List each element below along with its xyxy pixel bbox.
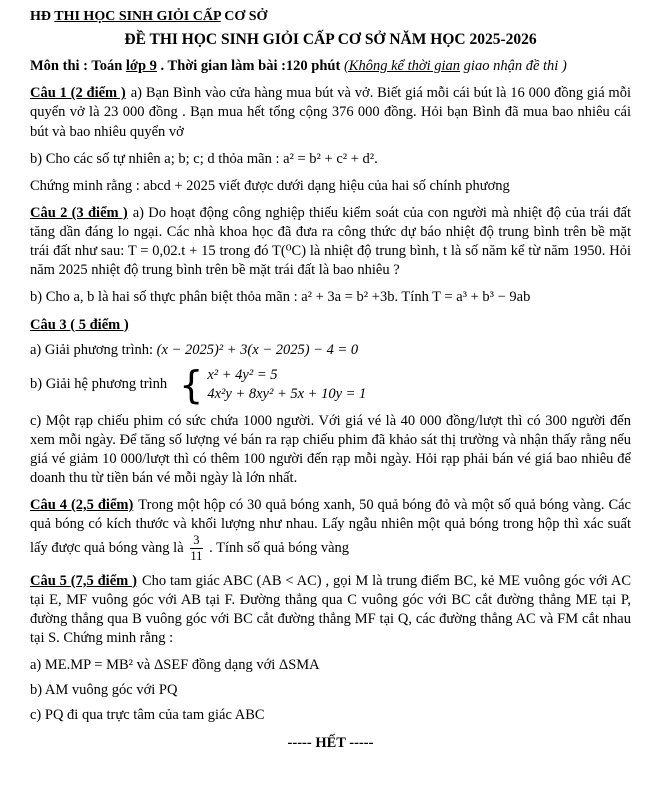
cau5-intro-paragraph <box>30 572 631 649</box>
system-brace-symbol: { <box>179 362 204 407</box>
cau3-label-paragraph <box>30 316 631 335</box>
cau3-part-a <box>30 341 631 360</box>
cau5-part-c: c) PQ đi qua trực tâm của tam giác ABC <box>30 707 265 724</box>
fraction-numerator: 3 <box>190 534 202 549</box>
cau2-intro-paragraph <box>30 204 631 281</box>
probability-fraction <box>190 534 202 563</box>
cau1-label: Câu 1 (2 điểm ) <box>30 85 126 102</box>
equation-system <box>207 366 366 404</box>
header-line <box>30 8 631 26</box>
cau5-intro-text: Cho tam giác ABC (AB < AC) , gọi M là trung điểm BC, kẻ ME vuông góc với AC tại E, MF vuông góc với AB tại F. Đường thẳng qua C vuông góc với BC cắt đường thẳng ME tại P, đường thẳng qua B vuông góc với BC cắt đường thẳng MF tại Q, các đường thẳng AC và FM cắt nhau tại S. Chứng minh rằng : <box>30 572 631 646</box>
cau3-a-prefix: a) Giải phương trình: <box>30 341 157 358</box>
cau1-intro-paragraph <box>30 84 631 141</box>
cau4-paragraph <box>30 496 631 564</box>
subject-bold-underlined: lớp 9 <box>125 57 157 74</box>
subject-bold-post: . Thời gian làm bài :120 phút <box>156 57 344 74</box>
cau5-part-b: b) AM vuông góc với PQ <box>30 682 178 699</box>
subject-bold-pre: Môn thi : Toán <box>30 57 126 74</box>
cau2-part-a: a) Do hoạt động công nghiệp thiếu kiểm soát của con người mà nhiệt độ của trái đất tăng dần đáng lo ngại. Các nhà khoa học đã đưa ra công thức dự báo nhiệt độ trung bình trên bề mặt trái đất như sau: T = 0,02.t + 15 trong đó T(⁰C) là nhiệt độ trung bình, t là số năm kể từ năm 1950. Hỏi năm 2025 nhiệt độ trung bình trên bề mặt trái đất là bao nhiêu ? <box>30 204 631 279</box>
cau3-part-b <box>30 362 631 407</box>
cau2-part-b: b) Cho a, b là hai số thực phân biệt thỏa mãn : a² + 3a = b² +3b. Tính T = a³ + b³ − 9ab <box>30 289 531 306</box>
cau4-label: Câu 4 (2,5 điểm) <box>30 497 134 514</box>
cau1-part-a: a) Bạn Bình vào cửa hàng mua bút và vở. Biết giá mỗi cái bút là 16 000 đồng giá mỗi quyển vở là 23 000 đồng . Bạn mua hết tổng cộng 376 000 đồng. Hỏi bạn Bình đã mua bao nhiêu cái bút và bao nhiêu quyển vở <box>30 85 631 140</box>
header-underlined-text: THI HỌC SINH GIỎI CẤP <box>54 9 221 24</box>
subject-italic-underlined: (Không kể thời gian <box>343 57 461 74</box>
header-prefix: HĐ <box>30 9 55 24</box>
cau3-a-equation: (x − 2025)² + 3(x − 2025) − 4 = 0 <box>156 341 359 358</box>
system-equation-1: x² + 4y² = 5 <box>207 366 278 383</box>
cau1-part-b: b) Cho các số tự nhiên a; b; c; d thỏa mãn : a² = b² + c² + d². <box>30 150 378 167</box>
fraction-denominator: 11 <box>190 549 203 564</box>
cau5-part-a: a) ME.MP = MB² và ΔSEF đồng dạng với ΔSMA <box>30 657 320 674</box>
exam-title: ĐỀ THI HỌC SINH GIỎI CẤP CƠ SỞ NĂM HỌC 2025-2026 <box>124 30 537 48</box>
header-suffix: CƠ SỞ <box>220 9 268 24</box>
cau4-text-1: Trong một hộp có 30 quả bóng xanh, 50 quả bóng đỏ và một số quả bóng vàng. Các quả bóng có kích thước và khối lượng như nhau. Lấy ngẫu nhiên một quả bóng trong hộp thì xác suất lấy được quả bóng vàng là <box>30 497 631 557</box>
cau3-part-c: c) Một rạp chiếu phim có sức chứa 1000 người. Với giá vé là 40 000 đồng/lượt thì có 300 người đến xem mỗi ngày. Để tăng số lượng vé bán ra rạp chiếu phim đã khảo sát thị trường và nhận thấy rằng nếu giá vé giảm 10 000/lượt thì có thêm 100 người đến rạp mỗi ngày. Hỏi rạp phải bán vé giá bao nhiêu để doanh thu từ tiền bán vé mỗi ngày là lớn nhất. <box>30 412 631 486</box>
subject-italic-rest: giao nhận đề thi ) <box>460 57 567 74</box>
cau2-label: Câu 2 (3 điểm ) <box>30 204 128 221</box>
cau1-part-c: Chứng minh rằng : abcd + 2025 viết được dưới dạng hiệu của hai số chính phương <box>30 177 510 194</box>
system-equation-2: 4x²y + 8xy² + 5x + 10y = 1 <box>207 385 367 402</box>
subject-line <box>30 57 631 76</box>
cau3-label: Câu 3 ( 5 điểm ) <box>30 316 129 333</box>
cau5-label: Câu 5 (7,5 điểm ) <box>30 572 137 589</box>
cau4-text-2: . Tính số quả bóng vàng <box>205 540 350 557</box>
cau3-b-prefix: b) Giải hệ phương trình <box>30 376 168 393</box>
end-marker: ----- HẾT ----- <box>287 735 374 752</box>
